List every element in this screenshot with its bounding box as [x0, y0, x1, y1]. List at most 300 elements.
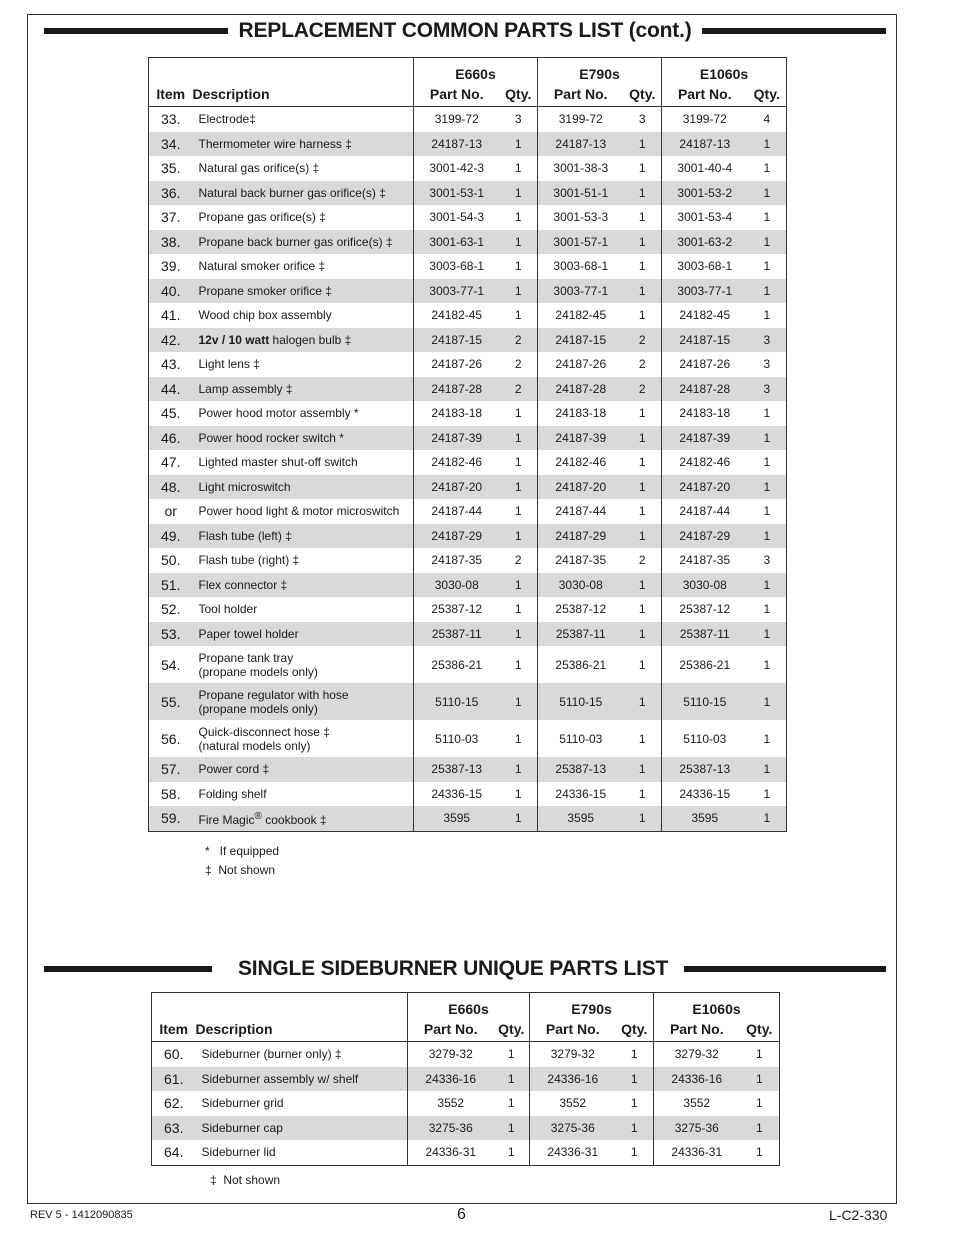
- quantity-cell: 1: [638, 504, 646, 519]
- part-number-cell: 3001-53-4: [662, 205, 748, 230]
- table-row: [149, 107, 787, 132]
- part-number-cell: 3001-54-3: [414, 205, 500, 230]
- table-row: [149, 757, 787, 782]
- item-number-cell: 33.: [149, 107, 193, 132]
- description-note: (propane models only): [198, 664, 318, 679]
- table-row: [149, 352, 787, 377]
- item-number-cell: 53.: [149, 622, 193, 647]
- part-number-cell: 5110-15: [414, 683, 500, 720]
- part-number-cell: 3003-77-1: [662, 279, 748, 304]
- quantity-cell: 1: [624, 181, 662, 206]
- qty-column-header: Qty.: [621, 1021, 648, 1037]
- part-number-cell: 5110-15: [538, 683, 624, 720]
- quantity-cell: 1: [748, 683, 787, 720]
- part-number-cell: 25387-11: [414, 622, 500, 647]
- table-row: [149, 499, 787, 524]
- part-number-cell: 24187-29: [538, 524, 624, 549]
- quantity-cell: 1: [500, 806, 538, 831]
- quantity-cell: 1: [740, 1116, 780, 1141]
- heading-rule-right: [684, 966, 886, 972]
- part-number-cell: 24187-13: [414, 132, 500, 157]
- part-number-cell: 24187-20: [414, 475, 500, 500]
- part-number-cell: 3275-36: [530, 1116, 616, 1141]
- description-text: Paper towel holder: [198, 626, 299, 641]
- quantity-cell: 1: [630, 1145, 638, 1160]
- description-cell: [193, 597, 414, 622]
- part-no-column-header: Part No.: [408, 1017, 494, 1042]
- description-text: Natural gas orifice(s) ‡: [198, 161, 320, 176]
- quantity-cell: 1: [514, 406, 522, 421]
- quantity-cell: 2: [500, 377, 538, 402]
- description-cell: [193, 279, 414, 304]
- part-number-cell: 3279-32: [408, 1042, 494, 1067]
- part-number-cell: 3001-51-1: [538, 181, 624, 206]
- part-number-cell: 24336-31: [530, 1140, 616, 1165]
- quantity-cell: 1: [514, 602, 522, 617]
- quantity-cell: 1: [763, 504, 771, 519]
- description-cell: [193, 622, 414, 647]
- table-row: [149, 377, 787, 402]
- quantity-cell: 1: [616, 1042, 654, 1067]
- quantity-cell: 4: [748, 107, 787, 132]
- part-number-cell: 25387-13: [414, 757, 500, 782]
- part-number-cell: 3001-38-3: [538, 156, 624, 181]
- item-number-cell: 54.: [161, 656, 181, 673]
- quantity-cell: 1: [624, 132, 662, 157]
- quantity-cell: 1: [763, 731, 771, 746]
- part-number-cell: 25386-21: [414, 646, 500, 683]
- model-header: E1060s: [662, 58, 787, 83]
- quantity-cell: 1: [500, 622, 538, 647]
- table-row: [152, 1116, 780, 1141]
- description-text: Propane gas orifice(s) ‡: [198, 210, 326, 225]
- quantity-cell: 1: [500, 181, 538, 206]
- quantity-cell: 1: [763, 602, 771, 617]
- item-number-cell: 44.: [149, 377, 193, 402]
- footnote: * If equipped: [205, 844, 280, 858]
- item-number-cell: 52.: [161, 601, 181, 618]
- description-text: Wood chip box assembly: [198, 308, 332, 323]
- part-number-cell: 24187-39: [414, 426, 500, 451]
- table-row: [152, 1067, 780, 1092]
- item-number-cell: 58.: [161, 785, 181, 802]
- quantity-cell: 1: [624, 524, 662, 549]
- item-number-cell: 36.: [149, 181, 193, 206]
- model-header: E790s: [530, 993, 654, 1018]
- description-text: Quick-disconnect hose ‡: [198, 724, 330, 739]
- part-number-cell: 5110-03: [538, 720, 624, 757]
- quantity-cell: 1: [624, 573, 662, 598]
- quantity-cell: 1: [748, 573, 787, 598]
- part-no-column-header: Part No.: [662, 82, 748, 107]
- part-number-cell: 24187-29: [414, 524, 500, 549]
- description-cell: [193, 132, 414, 157]
- quantity-cell: 1: [638, 657, 646, 672]
- quantity-cell: 1: [514, 210, 522, 225]
- description-cell: [193, 181, 414, 206]
- table-row: [149, 132, 787, 157]
- item-column-header: Item: [159, 1021, 189, 1037]
- description-cell: [196, 1042, 408, 1067]
- description-text: Tool holder: [198, 602, 258, 617]
- part-number-cell: 24187-13: [538, 132, 624, 157]
- description-text: Propane tank tray: [198, 650, 294, 665]
- quantity-cell: 3: [763, 357, 771, 372]
- quantity-cell: 1: [514, 259, 522, 274]
- table-row: [149, 181, 787, 206]
- item-number-cell: 63.: [152, 1116, 196, 1141]
- part-number-cell: 3275-36: [654, 1116, 740, 1141]
- quantity-cell: 1: [638, 259, 646, 274]
- item-number-cell: 43.: [161, 356, 181, 373]
- part-number-cell: 3595: [538, 806, 624, 831]
- footnote: ‡ Not shown: [205, 863, 276, 877]
- quantity-cell: 1: [748, 524, 787, 549]
- quantity-cell: 1: [624, 622, 662, 647]
- page-number: 6: [457, 1206, 466, 1223]
- description-text: Natural back burner gas orifice(s) ‡: [198, 185, 386, 200]
- item-number-cell: 40.: [149, 279, 193, 304]
- section2-heading: [44, 952, 886, 986]
- item-number-cell: 62.: [164, 1095, 184, 1112]
- part-number-cell: 24187-29: [662, 524, 748, 549]
- table-row: [152, 1091, 780, 1116]
- part-number-cell: 25386-21: [662, 646, 748, 683]
- quantity-cell: 1: [514, 786, 522, 801]
- part-number-cell: 25386-21: [538, 646, 624, 683]
- quantity-cell: 3: [748, 328, 787, 353]
- quantity-cell: 3: [763, 553, 771, 568]
- part-number-cell: 5110-15: [662, 683, 748, 720]
- section1-title: REPLACEMENT COMMON PARTS LIST (cont.): [238, 19, 692, 42]
- registered-mark: ®: [254, 810, 262, 822]
- part-number-cell: 24187-39: [538, 426, 624, 451]
- description-cell: [193, 303, 414, 328]
- quantity-cell: 1: [638, 602, 646, 617]
- description-text: Thermometer wire harness ‡: [198, 136, 352, 151]
- quantity-cell: 1: [763, 406, 771, 421]
- part-number-cell: 25387-11: [538, 622, 624, 647]
- description-cell: [193, 254, 414, 279]
- description-text: Lamp assembly ‡: [198, 381, 293, 396]
- quantity-cell: 1: [500, 683, 538, 720]
- table-row: [149, 720, 787, 757]
- quantity-cell: 1: [763, 657, 771, 672]
- part-number-cell: 24336-15: [538, 782, 624, 807]
- description-cell: [193, 683, 414, 720]
- description-text: Propane smoker orifice ‡: [198, 283, 332, 298]
- part-number-cell: 24182-45: [414, 303, 500, 328]
- part-number-cell: 25387-12: [414, 597, 500, 622]
- section2-title: SINGLE SIDEBURNER UNIQUE PARTS LIST: [238, 957, 669, 980]
- item-number-cell: 55.: [149, 683, 193, 720]
- item-number-cell: 60.: [152, 1042, 196, 1067]
- description-note: (natural models only): [198, 738, 311, 753]
- item-number-cell: 48.: [149, 475, 193, 500]
- quantity-cell: 1: [500, 524, 538, 549]
- quantity-cell: 1: [616, 1067, 654, 1092]
- quantity-cell: 1: [740, 1067, 780, 1092]
- quantity-cell: 2: [514, 553, 522, 568]
- quantity-cell: 3: [624, 107, 662, 132]
- part-number-cell: 5110-03: [662, 720, 748, 757]
- table-row: [149, 401, 787, 426]
- table-row: [149, 156, 787, 181]
- description-text: Sideburner (burner only) ‡: [201, 1047, 342, 1062]
- description-text: Folding shelf: [198, 786, 267, 801]
- part-number-cell: 3199-72: [414, 107, 500, 132]
- part-number-cell: 24336-16: [530, 1067, 616, 1092]
- description-text: cookbook ‡: [261, 812, 327, 827]
- item-number-cell: or: [164, 503, 177, 520]
- quantity-cell: 1: [514, 455, 522, 470]
- item-number-cell: 41.: [161, 307, 181, 324]
- part-number-cell: 24182-46: [414, 450, 500, 475]
- part-number-cell: 24336-31: [654, 1140, 740, 1165]
- quantity-cell: 1: [748, 132, 787, 157]
- model-header: E660s: [408, 993, 530, 1018]
- part-number-cell: 3030-08: [662, 573, 748, 598]
- item-number-cell: 59.: [149, 806, 193, 831]
- table-row: [149, 426, 787, 451]
- quantity-cell: 1: [616, 1116, 654, 1141]
- part-number-cell: 25387-12: [662, 597, 748, 622]
- part-number-cell: 5110-03: [414, 720, 500, 757]
- part-number-cell: 24187-28: [662, 377, 748, 402]
- document-code: L-C2-330: [829, 1207, 888, 1223]
- description-text: Sideburner assembly w/ shelf: [201, 1071, 359, 1086]
- model-header: E660s: [414, 58, 538, 83]
- part-number-cell: 24187-44: [662, 499, 748, 524]
- description-text: Flash tube (right) ‡: [198, 553, 300, 568]
- description-bold-text: 12v / 10 watt: [198, 332, 270, 347]
- description-text: Lighted master shut-off switch: [198, 455, 358, 470]
- quantity-cell: 1: [630, 1096, 638, 1111]
- model-header: E1060s: [654, 993, 780, 1018]
- heading-rule-left: [44, 28, 228, 34]
- part-number-cell: 3279-32: [654, 1042, 740, 1067]
- description-text: Light microswitch: [198, 479, 291, 494]
- table-row: [152, 1140, 780, 1165]
- part-number-cell: 24187-20: [662, 475, 748, 500]
- qty-column-header: Qty.: [505, 86, 532, 102]
- quantity-cell: 1: [740, 1042, 780, 1067]
- quantity-cell: 1: [638, 786, 646, 801]
- quantity-cell: 1: [763, 308, 771, 323]
- quantity-cell: 1: [763, 259, 771, 274]
- description-note: (propane models only): [198, 701, 318, 716]
- quantity-cell: 1: [638, 308, 646, 323]
- part-number-cell: 3003-77-1: [538, 279, 624, 304]
- part-number-cell: 24187-15: [662, 328, 748, 353]
- part-number-cell: 3001-57-1: [538, 230, 624, 255]
- quantity-cell: 1: [755, 1096, 763, 1111]
- item-number-cell: 47.: [161, 454, 181, 471]
- item-number-cell: 57.: [149, 757, 193, 782]
- description-cell: [193, 782, 414, 807]
- description-text: Flash tube (left) ‡: [198, 528, 292, 543]
- description-cell: [193, 377, 414, 402]
- quantity-cell: 1: [638, 210, 646, 225]
- item-number-cell: 49.: [149, 524, 193, 549]
- common-parts-table: [148, 57, 787, 832]
- part-number-cell: 24182-46: [662, 450, 748, 475]
- qty-column-header: Qty.: [746, 1021, 773, 1037]
- part-number-cell: 24182-46: [538, 450, 624, 475]
- part-number-cell: 3552: [654, 1091, 740, 1116]
- part-number-cell: 24187-44: [414, 499, 500, 524]
- section1-notes: [205, 842, 279, 880]
- part-number-cell: 24187-28: [538, 377, 624, 402]
- table-row: [149, 573, 787, 598]
- item-column-header: Item: [156, 86, 186, 102]
- description-cell: [196, 1140, 408, 1165]
- part-number-cell: 24187-44: [538, 499, 624, 524]
- qty-column-header: Qty.: [629, 86, 656, 102]
- description-text: Light lens ‡: [198, 357, 260, 372]
- part-number-cell: 24187-20: [538, 475, 624, 500]
- quantity-cell: 1: [500, 426, 538, 451]
- description-text: Propane regulator with hose: [198, 687, 349, 702]
- item-number-cell: 39.: [161, 258, 181, 275]
- description-cell: [193, 524, 414, 549]
- description-cell: [193, 401, 414, 426]
- table-row: [149, 548, 787, 573]
- part-number-cell: 3001-40-4: [662, 156, 748, 181]
- quantity-cell: 1: [763, 210, 771, 225]
- part-number-cell: 3595: [414, 806, 500, 831]
- quantity-cell: 1: [638, 161, 646, 176]
- quantity-cell: 1: [638, 731, 646, 746]
- item-number-cell: 50.: [161, 552, 181, 569]
- part-number-cell: 25387-12: [538, 597, 624, 622]
- quantity-cell: 1: [748, 475, 787, 500]
- part-number-cell: 24187-15: [414, 328, 500, 353]
- qty-column-header: Qty.: [498, 1021, 525, 1037]
- table-row: [152, 1042, 780, 1067]
- part-number-cell: 3030-08: [414, 573, 500, 598]
- part-number-cell: 3001-53-1: [414, 181, 500, 206]
- quantity-cell: 1: [763, 455, 771, 470]
- quantity-cell: 1: [638, 406, 646, 421]
- quantity-cell: 1: [748, 181, 787, 206]
- part-number-cell: 3595: [662, 806, 748, 831]
- quantity-cell: 1: [500, 279, 538, 304]
- description-cell: [193, 720, 414, 757]
- description-cell: [196, 1091, 408, 1116]
- item-number-cell: 35.: [161, 160, 181, 177]
- heading-rule-right: [702, 28, 886, 34]
- description-text: Power hood motor assembly *: [198, 406, 359, 421]
- description-text: Power cord ‡: [198, 762, 270, 777]
- quantity-cell: 1: [748, 279, 787, 304]
- description-cell: [193, 450, 414, 475]
- quantity-cell: 2: [500, 328, 538, 353]
- section1-heading: [44, 14, 886, 48]
- part-number-cell: 24336-15: [662, 782, 748, 807]
- description-text: halogen bulb ‡: [269, 332, 352, 347]
- part-number-cell: 25387-13: [662, 757, 748, 782]
- part-number-cell: 24187-39: [662, 426, 748, 451]
- table-row: [149, 782, 787, 807]
- quantity-cell: 1: [748, 622, 787, 647]
- part-number-cell: 3003-68-1: [538, 254, 624, 279]
- item-number-cell: 46.: [149, 426, 193, 451]
- part-number-cell: 3003-68-1: [662, 254, 748, 279]
- description-column-header: Description: [195, 1021, 273, 1037]
- description-cell: [193, 328, 414, 353]
- quantity-cell: 1: [514, 731, 522, 746]
- quantity-cell: 2: [624, 328, 662, 353]
- table-row: [149, 683, 787, 720]
- table-row: [149, 303, 787, 328]
- description-text: Fire Magic: [198, 812, 255, 827]
- description-cell: [193, 156, 414, 181]
- part-number-cell: 24187-26: [538, 352, 624, 377]
- part-number-cell: 3275-36: [408, 1116, 494, 1141]
- quantity-cell: 1: [624, 475, 662, 500]
- description-text: Propane back burner gas orifice(s) ‡: [198, 234, 393, 249]
- part-number-cell: 3199-72: [662, 107, 748, 132]
- quantity-cell: 1: [500, 475, 538, 500]
- qty-column-header: Qty.: [753, 86, 780, 102]
- quantity-cell: 1: [748, 230, 787, 255]
- quantity-cell: 1: [507, 1096, 515, 1111]
- description-cell: [193, 205, 414, 230]
- table-row: [149, 622, 787, 647]
- item-number-cell: 45.: [161, 405, 181, 422]
- item-number-cell: 37.: [161, 209, 181, 226]
- sideburner-parts-table: [151, 992, 780, 1166]
- table-row: [149, 328, 787, 353]
- quantity-cell: 1: [500, 573, 538, 598]
- quantity-cell: 2: [624, 377, 662, 402]
- description-text: Sideburner cap: [201, 1120, 283, 1135]
- quantity-cell: 1: [507, 1145, 515, 1160]
- quantity-cell: 1: [624, 279, 662, 304]
- item-number-cell: 38.: [149, 230, 193, 255]
- item-number-cell: 56.: [161, 730, 181, 747]
- description-cell: [193, 806, 414, 831]
- description-cell: [193, 499, 414, 524]
- part-number-cell: 24187-35: [538, 548, 624, 573]
- quantity-cell: 1: [748, 757, 787, 782]
- quantity-cell: 1: [624, 806, 662, 831]
- part-number-cell: 24187-28: [414, 377, 500, 402]
- quantity-cell: 3: [748, 377, 787, 402]
- part-number-cell: 3030-08: [538, 573, 624, 598]
- part-number-cell: 24336-16: [408, 1067, 494, 1092]
- item-number-cell: 64.: [164, 1144, 184, 1161]
- quantity-cell: 1: [500, 757, 538, 782]
- part-number-cell: 3279-32: [530, 1042, 616, 1067]
- part-number-cell: 24187-26: [662, 352, 748, 377]
- part-number-cell: 3199-72: [538, 107, 624, 132]
- description-cell: [193, 757, 414, 782]
- quantity-cell: 1: [514, 308, 522, 323]
- quantity-cell: 1: [624, 757, 662, 782]
- part-number-cell: 24187-35: [414, 548, 500, 573]
- part-number-cell: 24187-26: [414, 352, 500, 377]
- quantity-cell: 1: [755, 1145, 763, 1160]
- part-number-cell: 24187-15: [538, 328, 624, 353]
- quantity-cell: 1: [494, 1116, 530, 1141]
- part-number-cell: 3552: [530, 1091, 616, 1116]
- part-number-cell: 3552: [408, 1091, 494, 1116]
- quantity-cell: 1: [748, 806, 787, 831]
- part-number-cell: 24336-15: [414, 782, 500, 807]
- description-text: Electrode‡: [198, 112, 256, 127]
